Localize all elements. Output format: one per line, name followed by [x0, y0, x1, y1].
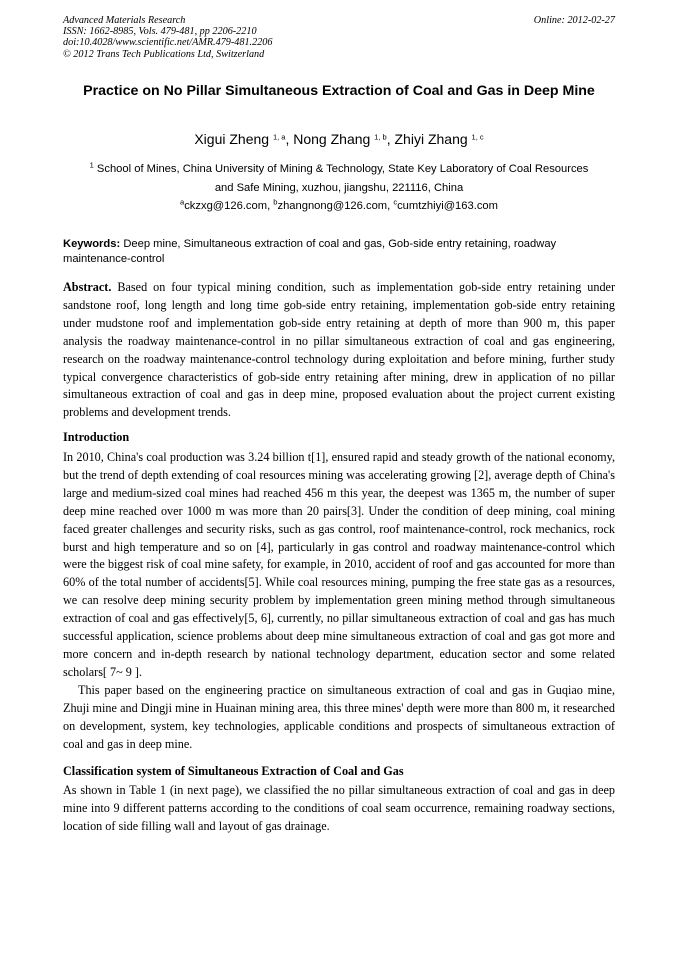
author-name: Zhiyi Zhang: [394, 131, 468, 147]
online-date: Online: 2012-02-27: [533, 15, 615, 26]
issn-line: ISSN: 1662-8985, Vols. 479-481, pp 2206-2210: [63, 26, 257, 38]
email-address[interactable]: cumtzhiyi@163.com: [397, 200, 498, 212]
journal-header: [63, 15, 615, 60]
doi-line: doi:10.4028/www.scientific.net/AMR.479-481.2206: [63, 37, 273, 49]
affiliation-text: School of Mines, China University of Mining & Technology, State Key Laboratory of Coal Resources and Safe Mining, xuzhou, jiangshu, 221116, China: [96, 163, 589, 194]
author-affiliation-marker: 1, a: [272, 132, 286, 142]
section-heading-introduction: Introduction: [63, 430, 130, 444]
section-heading-classification: Classification system of Simultaneous Extraction of Coal and Gas: [63, 764, 404, 778]
author-emails: $^a$ckzxg@126.com, $^b$zhangnong@126.com, $^c$cumtzhiyi@163.com: [180, 197, 498, 212]
keywords-label: Keywords:: [63, 238, 121, 250]
keywords-text: Deep mine, Simultaneous extraction of coal and gas, Gob-side entry retaining, roadway maintenance-control: [63, 238, 557, 265]
affiliation: [80, 160, 598, 198]
author-name: Nong Zhang: [293, 131, 371, 147]
email-marker: b: [273, 197, 278, 207]
paragraph: In 2010, China's coal production was 3.24 billion t[1], ensured rapid and steady growth of the national economy, but the trend of depth extending of coal resources mining was accelerating growing [2], average depth of China's large and medium-sized coal mines had reached 456 m this year, the deepest was 1365 m, the number of super deep mine reached over 1000 m was more than 20 pairs[3]. Under the condition of deep mining, coal mining faced greater challenges and security risks, such as gas control, roof maintenance-control, rock mechanics, rock burst and high temperature and so on [4], particularly in gas control and roadway maintenance-control which were the biggest risk of coal mine safety, for example, in 2010, accident of roof and gas accounted for more than 60% of the total number of accidents[5]. While coal resources mining, pumping the free state gas as a resources, we can resolve deep mining security problem by implementation green mining method through simultaneous extraction of coal and gas effectively[5, 6], currently, no pillar simultaneous extraction of coal and gas has much successful application, science problems about deep mine simultaneous extraction of coal and gas got more and more concern and in-depth research by national technology department, education sector and some related scholars[ 7~ 9 ].: [63, 450, 615, 679]
introduction-body: [63, 449, 615, 753]
classification-body: [63, 782, 615, 836]
email-marker: c: [393, 197, 398, 207]
author-name: Xigui Zheng: [194, 131, 270, 147]
email-address[interactable]: zhangnong@126.com: [277, 200, 388, 212]
email-address[interactable]: ckzxg@126.com: [184, 200, 268, 212]
abstract: [63, 279, 615, 422]
keywords: [63, 237, 615, 266]
author-affiliation-marker: 1, b: [374, 132, 387, 142]
abstract-text: Based on four typical mining condition, such as implementation gob-side entry retaining under sandstone roof, long length and long time gob-side entry retaining, implementation gob-side entry retaining under mudstone roof and implementation gob-side entry retaining at depth of more than 900 m, this paper analysis the roadway maintenance-control in no pillar simultaneous extraction of coal and gas engineering, research on the roadway maintenance-control technology during exploitation and before mining, further study typical convergence characteristics of gob-side entry retaining after mining, drew in application of no pillar simultaneous extraction of coal and gas in deep mine, proposed evaluation about the project current existing problems and development trends.: [63, 280, 616, 420]
author-list: Xigui Zheng $^{1, a}$, Nong Zhang $^{1, b}$, Zhiyi Zhang $^{1, c}$: [194, 131, 484, 147]
paragraph: As shown in Table 1 (in next page), we classified the no pillar simultaneous extraction of coal and gas in deep mine into 9 different patterns according to the conditions of coal seam occurrence, remaining roadway sections, location of side filling wall and layout of gas drainage.: [63, 783, 615, 833]
copyright-line: © 2012 Trans Tech Publications Ltd, Switzerland: [63, 48, 265, 60]
paper-title: Practice on No Pillar Simultaneous Extraction of Coal and Gas in Deep Mine: [83, 83, 595, 99]
abstract-label: Abstract.: [63, 280, 112, 294]
paragraph: This paper based on the engineering practice on simultaneous extraction of coal and gas in Guqiao mine, Zhuji mine and Dingji mine in Huainan mining area, this three mines' depth were more than 800 m, it researched on development, system, key technologies, applicable conditions and prospects of simultaneous extraction of coal and gas in deep mine.: [63, 682, 615, 751]
affiliation-marker: 1: [89, 160, 94, 170]
author-affiliation-marker: 1, c: [471, 132, 484, 142]
journal-name: Advanced Materials Research: [63, 15, 186, 26]
email-marker: a: [180, 197, 185, 207]
